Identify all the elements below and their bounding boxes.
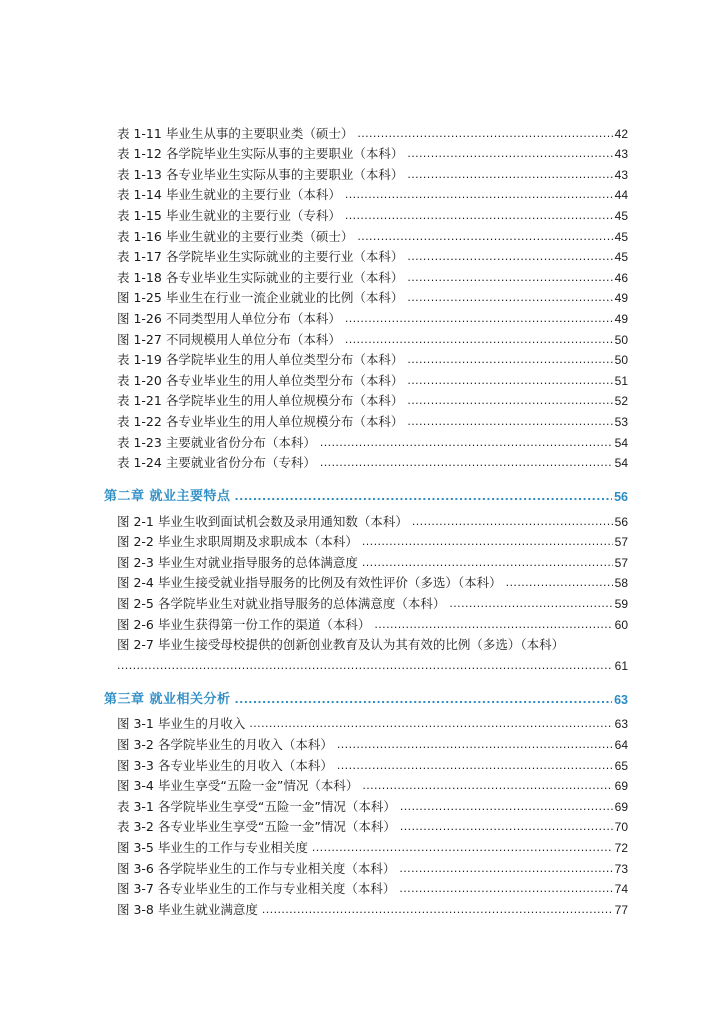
toc-entry[interactable] <box>0 856 724 877</box>
dot-leader <box>506 575 613 591</box>
entry-label: 表 1-24 主要就业省份分布（专科） <box>117 455 316 471</box>
dot-leader <box>407 167 612 183</box>
entry-page-number: 64 <box>614 738 628 753</box>
entry-page-number: 54 <box>614 435 628 450</box>
dot-leader <box>407 352 612 368</box>
toc-entry[interactable] <box>0 203 724 224</box>
entry-label: 表 1-20 各专业毕业生的用人单位类型分布（本科） <box>117 372 404 388</box>
entry-page-number: 52 <box>614 394 628 409</box>
toc-entry[interactable] <box>0 571 724 592</box>
entry-label: 图 3-7 各专业毕业生的工作与专业相关度（本科） <box>117 881 396 897</box>
dot-leader <box>449 596 612 612</box>
entry-page-number: 46 <box>614 270 628 285</box>
entry-label: 图 1-25 毕业生在行业一流企业就业的比例（本科） <box>117 290 404 306</box>
toc-entry[interactable] <box>0 368 724 389</box>
toc-entry[interactable] <box>0 306 724 327</box>
entry-label: 图 3-4 毕业生享受“五险一金”情况（本科） <box>117 778 359 794</box>
toc-entry[interactable] <box>0 612 724 633</box>
toc-entry[interactable] <box>0 815 724 836</box>
dot-leader <box>374 617 612 633</box>
entry-page-number: 72 <box>614 841 628 855</box>
toc-entry[interactable] <box>0 774 724 795</box>
entry-label: 图 2-6 毕业生获得第一份工作的渠道（本科） <box>117 616 371 632</box>
table-of-contents <box>0 121 724 918</box>
entry-label: 表 3-2 各专业毕业生享受“五险一金”情况（本科） <box>117 819 396 835</box>
toc-entry[interactable] <box>0 142 724 163</box>
dot-leader <box>362 778 612 794</box>
dot-leader <box>399 881 612 897</box>
dot-leader <box>337 737 613 753</box>
chapter-page-number: 56 <box>614 490 628 505</box>
entry-page-number: 59 <box>614 597 628 612</box>
toc-entry[interactable] <box>0 389 724 410</box>
toc-entry[interactable] <box>0 245 724 266</box>
toc-entry[interactable] <box>0 286 724 307</box>
dot-leader <box>345 311 613 327</box>
dot-leader <box>407 270 612 286</box>
entry-page-number: 58 <box>614 576 628 591</box>
dot-leader <box>357 229 612 245</box>
entry-label: 表 1-11 毕业生从事的主要职业类（硕士） <box>117 125 354 141</box>
entry-page-number: 44 <box>614 188 628 203</box>
dot-leader <box>399 861 612 877</box>
entry-label: 图 2-4 毕业生接受就业指导服务的比例及有效性评价（多选）（本科） <box>117 575 502 591</box>
toc-group-chapter2 <box>0 509 724 633</box>
dot-leader <box>400 819 613 835</box>
dot-leader <box>320 435 613 451</box>
toc-entry[interactable] <box>0 509 724 530</box>
entry-page-number: 70 <box>614 820 628 835</box>
toc-entry[interactable] <box>0 224 724 245</box>
toc-entry-wrapped[interactable] <box>0 633 724 654</box>
entry-label: 图 3-3 各专业毕业生的月收入（本科） <box>117 757 333 773</box>
toc-group-chapter1-tail <box>0 121 724 471</box>
entry-label: 图 2-3 毕业生对就业指导服务的总体满意度 <box>117 554 358 570</box>
entry-page-number: 61 <box>614 658 628 673</box>
entry-label: 表 1-13 各专业毕业生实际从事的主要职业（本科） <box>117 166 404 182</box>
entry-label: 图 3-1 毕业生的月收入 <box>117 716 246 732</box>
dot-leader <box>407 290 612 306</box>
entry-label: 图 2-5 各学院毕业生对就业指导服务的总体满意度（本科） <box>117 596 446 612</box>
entry-label: 表 1-16 毕业生就业的主要行业类（硕士） <box>117 228 354 244</box>
toc-entry[interactable] <box>0 753 724 774</box>
entry-label: 图 3-5 毕业生的工作与专业相关度 <box>117 840 308 855</box>
dot-leader <box>235 489 613 505</box>
entry-page-number: 69 <box>614 799 628 814</box>
chapter-label: 第三章 就业相关分析 <box>104 691 231 707</box>
entry-label: 表 1-15 毕业生就业的主要行业（专科） <box>117 207 341 223</box>
entry-page-number: 56 <box>614 514 628 529</box>
dot-leader <box>407 414 612 430</box>
entry-page-number: 53 <box>614 414 628 429</box>
entry-label: 表 1-22 各专业毕业生的用人单位规模分布（本科） <box>117 413 404 429</box>
toc-entry[interactable] <box>0 877 724 898</box>
toc-entry[interactable] <box>0 530 724 551</box>
toc-entry[interactable] <box>0 430 724 451</box>
dot-leader <box>337 758 613 774</box>
toc-entry[interactable] <box>0 121 724 142</box>
toc-chapter-2[interactable] <box>0 475 724 505</box>
entry-page-number: 77 <box>614 902 628 917</box>
entry-label: 图 2-1 毕业生收到面试机会数及录用通知数（本科） <box>117 513 408 529</box>
entry-page-number: 65 <box>614 758 628 773</box>
toc-entry[interactable] <box>0 183 724 204</box>
toc-entry[interactable] <box>0 162 724 183</box>
toc-entry[interactable] <box>0 451 724 472</box>
toc-entry[interactable] <box>0 265 724 286</box>
entry-label: 图 3-6 各学院毕业生的工作与专业相关度（本科） <box>117 860 396 876</box>
entry-label: 图 2-2 毕业生求职周期及求职成本（本科） <box>117 534 358 550</box>
entry-page-number: 50 <box>614 332 628 347</box>
entry-page-number: 69 <box>614 779 628 794</box>
entry-page-number: 54 <box>614 456 628 471</box>
dot-leader <box>407 146 612 162</box>
entry-page-number: 60 <box>614 617 628 632</box>
chapter-page-number: 63 <box>614 692 628 707</box>
dot-leader <box>412 514 613 530</box>
entry-page-number: 57 <box>614 535 628 550</box>
toc-entry[interactable] <box>0 327 724 348</box>
toc-entry[interactable] <box>0 835 724 856</box>
dot-leader <box>117 658 613 674</box>
entry-page-number: 43 <box>614 167 628 182</box>
entry-label: 表 1-18 各专业毕业生实际就业的主要行业（本科） <box>117 269 404 285</box>
dot-leader <box>345 187 613 203</box>
entry-label: 图 1-27 不同规模用人单位分布（本科） <box>117 331 341 347</box>
entry-page-number: 74 <box>614 882 628 897</box>
chapter-label: 第二章 就业主要特点 <box>104 489 231 505</box>
entry-page-number: 51 <box>614 373 628 388</box>
entry-label: 图 2-7 毕业生接受母校提供的创新创业教育及认为其有效的比例（多选）（本科） <box>117 637 565 653</box>
toc-entry[interactable] <box>0 712 724 733</box>
dot-leader <box>235 692 613 708</box>
entry-page-number: 63 <box>614 717 628 732</box>
toc-group-chapter3 <box>0 712 724 918</box>
entry-label: 表 1-17 各学院毕业生实际就业的主要行业（本科） <box>117 249 404 265</box>
entry-page-number: 57 <box>614 555 628 570</box>
entry-page-number: 73 <box>614 861 628 876</box>
dot-leader <box>345 332 613 348</box>
dot-leader <box>362 534 613 550</box>
entry-label: 表 1-14 毕业生就业的主要行业（本科） <box>117 187 341 203</box>
toc-entry-wrapped-leader[interactable] <box>0 653 724 674</box>
toc-entry[interactable] <box>0 897 724 918</box>
dot-leader <box>249 716 612 732</box>
entry-page-number: 49 <box>614 291 628 306</box>
entry-label: 表 1-19 各学院毕业生的用人单位类型分布（本科） <box>117 352 404 368</box>
entry-page-number: 49 <box>614 311 628 326</box>
dot-leader <box>362 555 613 571</box>
toc-entry[interactable] <box>0 732 724 753</box>
toc-entry[interactable] <box>0 794 724 815</box>
entry-label: 表 1-21 各学院毕业生的用人单位规模分布（本科） <box>117 393 404 409</box>
dot-leader <box>400 799 613 815</box>
entry-label: 图 3-2 各学院毕业生的月收入（本科） <box>117 737 333 753</box>
entry-page-number: 45 <box>614 229 628 244</box>
dot-leader <box>345 208 613 224</box>
entry-label: 图 1-26 不同类型用人单位分布（本科） <box>117 310 341 326</box>
dot-leader <box>407 393 612 409</box>
entry-page-number: 45 <box>614 250 628 265</box>
toc-entry[interactable] <box>0 550 724 571</box>
entry-label: 表 1-23 主要就业省份分布（本科） <box>117 434 316 450</box>
entry-page-number: 50 <box>614 353 628 368</box>
entry-label: 图 3-8 毕业生就业满意度 <box>117 901 258 917</box>
dot-leader <box>357 126 612 142</box>
entry-label: 表 3-1 各学院毕业生享受“五险一金”情况（本科） <box>117 798 396 814</box>
toc-chapter-3[interactable] <box>0 678 724 708</box>
dot-leader <box>320 455 613 471</box>
dot-leader <box>407 373 612 389</box>
entry-page-number: 45 <box>614 208 628 223</box>
dot-leader <box>262 902 613 918</box>
entry-label: 表 1-12 各学院毕业生实际从事的主要职业（本科） <box>117 146 404 162</box>
entry-page-number: 42 <box>614 126 628 141</box>
entry-page-number: 43 <box>614 147 628 162</box>
dot-leader <box>407 249 612 265</box>
toc-entry[interactable] <box>0 409 724 430</box>
toc-entry[interactable] <box>0 591 724 612</box>
dot-leader <box>312 840 613 856</box>
toc-entry[interactable] <box>0 348 724 369</box>
